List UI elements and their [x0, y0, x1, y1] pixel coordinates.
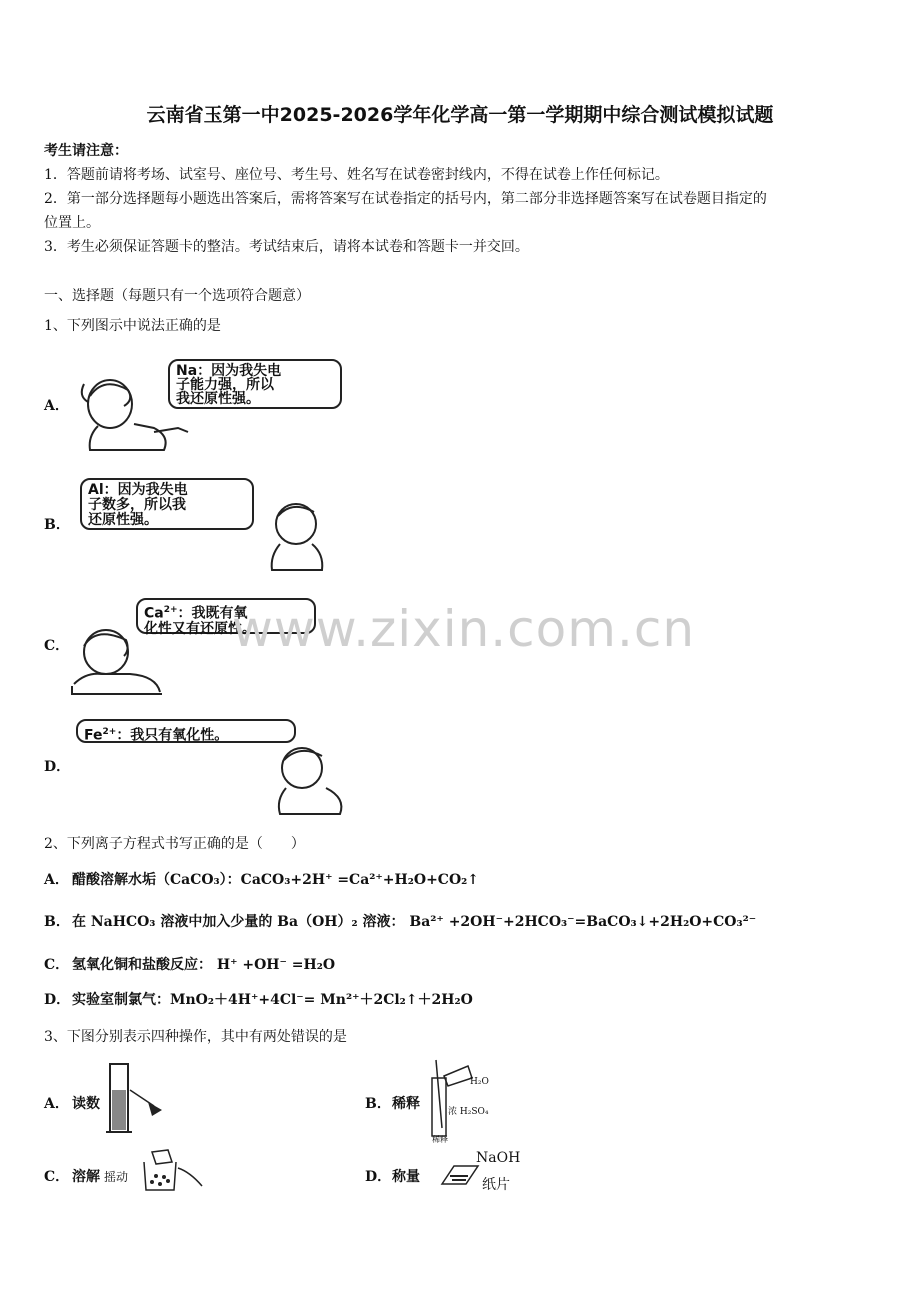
- fig-label-h2o: H₂O: [470, 1077, 489, 1087]
- fig-label-naoh: NaOH: [476, 1150, 521, 1166]
- notice-item-3: 3．考生必须保证答题卡的整洁。考试结束后，请将本试卷和答题卡一并交回。: [44, 239, 529, 255]
- q3-option-a-text: 读数: [72, 1096, 100, 1112]
- q1-option-a-bubble: [168, 359, 342, 409]
- q3-option-c-text: 溶解: [72, 1169, 100, 1185]
- q1-option-b-label: B．: [44, 517, 70, 533]
- ion-charge: 2+: [163, 605, 178, 615]
- q2-option-d-label: D．: [44, 992, 71, 1008]
- bubble-line: ：我既有氧: [177, 605, 248, 622]
- q1-option-c-label: C．: [44, 638, 70, 654]
- q3-option-c-label: C．: [44, 1169, 70, 1185]
- bubble-line: 化性又有还原性。: [144, 620, 256, 637]
- q3-option-d-label: D．: [365, 1169, 392, 1185]
- fig-label-acid: 浓 H₂SO₄: [448, 1107, 489, 1117]
- q3-stem: 3、下图分别表示四种操作，其中有两处错误的是: [44, 1029, 347, 1045]
- page-title: 云南省玉第一中2025-2026学年化学高一第一学期期中综合测试模拟试题: [146, 104, 774, 126]
- q2-option-c: 氢氧化铜和盐酸反应： H⁺ +OH⁻ =H₂O: [72, 957, 336, 973]
- q1-option-a-label: A．: [44, 398, 69, 414]
- q1-option-d-label: D．: [44, 759, 71, 775]
- bubble-line: 子能力强，所以: [176, 377, 274, 393]
- bubble-line: 还原性强。: [88, 512, 158, 528]
- section-heading: 一、选择题（每题只有一个选项符合题意）: [44, 288, 310, 304]
- notice-item-1: 1．答题前请将考场、试室号、座位号、考生号、姓名写在试卷密封线内，不得在试卷上作任何标记。: [44, 167, 669, 183]
- graduated-cylinder-figure: [104, 1060, 166, 1136]
- ion-charge: 2+: [102, 727, 117, 737]
- q2-option-c-label: C．: [44, 957, 70, 973]
- q3-option-b-text: 稀释: [392, 1096, 420, 1112]
- q3-option-b-label: B．: [365, 1096, 391, 1112]
- watermark: www.zixin.com.cn: [232, 600, 696, 658]
- q1-option-d-bubble: [76, 719, 296, 743]
- q2-stem: 2、下列离子方程式书写正确的是（ ）: [44, 836, 305, 852]
- ion-symbol: Fe: [84, 727, 103, 744]
- boy-illustration: [256, 500, 328, 572]
- bubble-line: 子数多，所以我: [88, 497, 186, 513]
- bubble-line: 我还原性强。: [176, 391, 260, 407]
- notice-item-2-cont: 位置上。: [44, 215, 100, 231]
- q3-option-d-text: 称量: [392, 1169, 420, 1185]
- bubble-line: Na：因为我失电: [176, 363, 282, 379]
- bubble-line: Al：因为我失电: [88, 482, 188, 498]
- fig-caption-shake: 摇动: [104, 1170, 129, 1184]
- girl-illustration: [66, 626, 166, 696]
- notice-heading: 考生请注意：: [44, 143, 128, 159]
- notice-item-2: 2．第一部分选择题每小题选出答案后，需将答案写在试卷指定的括号内，第二部分非选择题答案写在试卷题目指定的: [44, 191, 767, 207]
- q2-option-a: 醋酸溶解水垢（CaCO₃）：CaCO₃+2H⁺ =Ca²⁺+H₂O+CO₂↑: [72, 872, 480, 888]
- q2-option-a-label: A．: [44, 872, 69, 888]
- fig-label-paper: 纸片: [482, 1177, 510, 1193]
- dissolving-figure: [138, 1148, 206, 1194]
- dilution-figure: [424, 1058, 494, 1146]
- q2-option-b-label: B．: [44, 914, 70, 930]
- boy-illustration: [266, 744, 350, 816]
- q2-option-b: 在 NaHCO₃ 溶液中加入少量的 Ba（OH）₂ 溶液： Ba²⁺ +2OH⁻+2HCO₃⁻=BaCO₃↓+2H₂O+CO₃²⁻: [72, 914, 757, 930]
- girl-illustration: [74, 376, 194, 452]
- q3-option-a-label: A．: [44, 1096, 69, 1112]
- q1-stem: 1、下列图示中说法正确的是: [44, 318, 221, 334]
- bubble-line: ：我只有氧化性。: [116, 727, 229, 744]
- q2-option-d: 实验室制氯气：MnO₂＋4H⁺+4Cl⁻= Mn²⁺＋2Cl₂↑＋2H₂O: [72, 992, 473, 1008]
- q1-option-b-bubble: [80, 478, 254, 530]
- fig-caption-dilute: 稀释: [432, 1135, 448, 1144]
- ion-symbol: Ca: [144, 605, 164, 622]
